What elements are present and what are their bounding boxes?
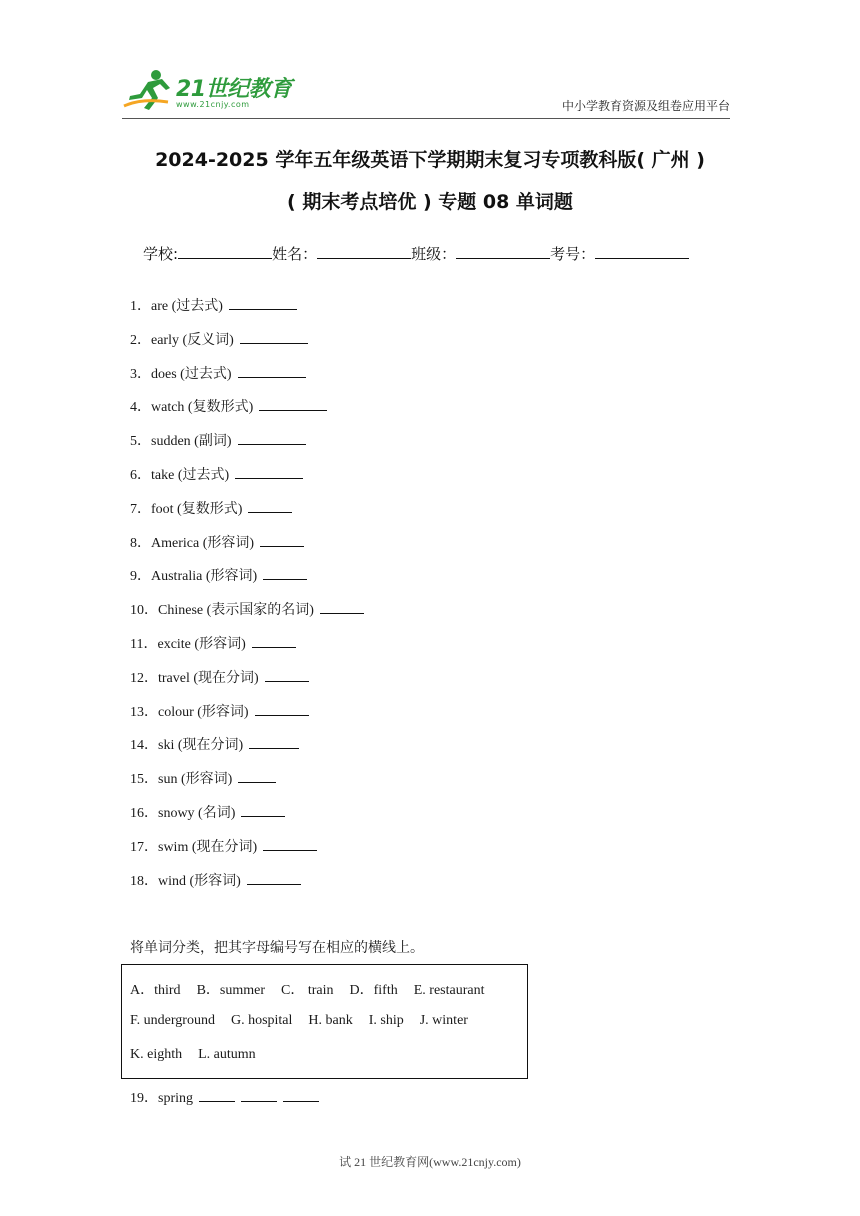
answer-blank[interactable] xyxy=(263,838,317,851)
answer-blank[interactable] xyxy=(263,567,307,580)
word-option: G. hospital xyxy=(230,1013,293,1028)
classification-instruction: 将单词分类，把其字母编号写在相应的横线上。 xyxy=(130,940,424,956)
question-text: 16．snowy (名词) xyxy=(130,806,236,821)
question-text: 6．take (过去式) xyxy=(130,468,230,483)
answer-blank[interactable] xyxy=(238,770,276,783)
question-item xyxy=(130,329,308,349)
answer-blank[interactable] xyxy=(235,466,303,479)
question-text: 15．sun (形容词) xyxy=(130,772,233,788)
answer-blank[interactable] xyxy=(249,736,299,749)
page-footer: 试 21 世纪教育网(www.21cnjy.com) xyxy=(339,1155,521,1169)
question-item xyxy=(130,295,297,315)
answer-blank[interactable] xyxy=(265,669,309,682)
question-text: 11．excite (形容词) xyxy=(130,637,246,652)
question-text: 7．foot (复数形式) xyxy=(130,501,243,517)
question-item xyxy=(130,498,292,518)
word-option: D．fifth xyxy=(349,983,398,998)
class-label: 班级： xyxy=(411,245,457,263)
answer-blank[interactable] xyxy=(260,534,304,547)
word-option: K. eighth xyxy=(130,1047,183,1062)
question-item xyxy=(130,565,307,585)
logo-text: 21世纪教育 xyxy=(176,77,292,102)
question-item xyxy=(130,667,309,687)
word-option: I. ship xyxy=(368,1013,404,1028)
question-text: 12．travel (现在分词) xyxy=(130,670,259,686)
question-text: 14．ski (现在分词) xyxy=(130,738,244,754)
question-text: 10．Chinese (表示国家的名词) xyxy=(130,603,314,619)
word-bank-box xyxy=(121,964,528,1079)
question-text: 3．does (过去式) xyxy=(130,366,232,382)
number-field[interactable] xyxy=(595,244,689,259)
student-info-line xyxy=(143,243,689,264)
question-text: 17．swim (现在分词) xyxy=(130,839,258,855)
question-text: 4．watch (复数形式) xyxy=(130,400,254,416)
question-item xyxy=(130,396,327,416)
question-text: 13．colour (形容词) xyxy=(130,704,249,720)
question-text: 5．sudden (副词) xyxy=(130,434,232,450)
number-label: 考号： xyxy=(550,245,596,263)
answer-blank[interactable] xyxy=(240,331,308,344)
answer-blank[interactable] xyxy=(238,432,306,445)
question-item xyxy=(130,870,301,890)
word-option: C． train xyxy=(281,983,334,998)
word-option: L. autumn xyxy=(198,1047,256,1062)
answer-blank[interactable] xyxy=(320,601,364,614)
question-item xyxy=(130,363,306,383)
question-text: 18．wind (形容词) xyxy=(130,873,241,889)
question-text: 8．America (形容词) xyxy=(130,535,255,551)
name-label: 姓名： xyxy=(272,245,318,263)
question-text: 19．spring xyxy=(130,1091,193,1106)
page-subtitle: ( 期末考点培优 ) 专题 08 单词题 xyxy=(287,191,573,213)
word-option: A．third xyxy=(130,983,181,998)
question-item xyxy=(130,836,317,856)
class-field[interactable] xyxy=(456,244,550,259)
question-item xyxy=(130,768,276,788)
question-item xyxy=(130,430,306,450)
answer-blank[interactable] xyxy=(241,1089,277,1102)
word-bank-row-3 xyxy=(130,1047,272,1063)
word-option: H. bank xyxy=(308,1013,353,1028)
answer-blank[interactable] xyxy=(247,872,301,885)
word-option: E. restaurant xyxy=(413,983,485,998)
page-header xyxy=(0,0,860,120)
question-item xyxy=(130,701,309,721)
question-item xyxy=(130,633,296,653)
question-text: 9．Australia (形容词) xyxy=(130,569,258,585)
answer-blank[interactable] xyxy=(255,703,309,716)
platform-tagline: 中小学教育资源及组卷应用平台 xyxy=(561,99,730,113)
answer-blank[interactable] xyxy=(259,398,327,411)
answer-blank[interactable] xyxy=(248,500,292,513)
question-item xyxy=(130,464,303,484)
question-text: 1．are (过去式) xyxy=(130,299,223,314)
word-option: J. winter xyxy=(419,1013,468,1028)
answer-blank[interactable] xyxy=(241,804,285,817)
school-label: 学校: xyxy=(143,245,179,263)
question-item xyxy=(130,802,285,822)
page-title: 2024-2025 学年五年级英语下学期期末复习专项教科版( 广州 ) xyxy=(155,149,705,171)
question-item xyxy=(130,599,364,619)
question-item xyxy=(130,532,304,552)
word-bank-row-1 xyxy=(130,979,484,999)
answer-blank[interactable] xyxy=(238,365,306,378)
header-divider xyxy=(122,118,730,119)
question-19 xyxy=(130,1087,319,1107)
word-option: B．summer xyxy=(196,983,266,998)
question-text: 2．early (反义词) xyxy=(130,332,234,348)
question-item xyxy=(130,734,299,754)
runner-icon xyxy=(122,68,174,112)
word-bank-row-2 xyxy=(130,1013,484,1029)
school-field[interactable] xyxy=(178,244,272,259)
word-option: F. underground xyxy=(130,1013,215,1028)
answer-blank[interactable] xyxy=(199,1089,235,1102)
answer-blank[interactable] xyxy=(229,297,297,310)
name-field[interactable] xyxy=(317,244,411,259)
logo-url: www.21cnjy.com xyxy=(176,100,250,109)
answer-blank[interactable] xyxy=(252,635,296,648)
answer-blank[interactable] xyxy=(283,1089,319,1102)
site-logo[interactable] xyxy=(122,68,292,116)
